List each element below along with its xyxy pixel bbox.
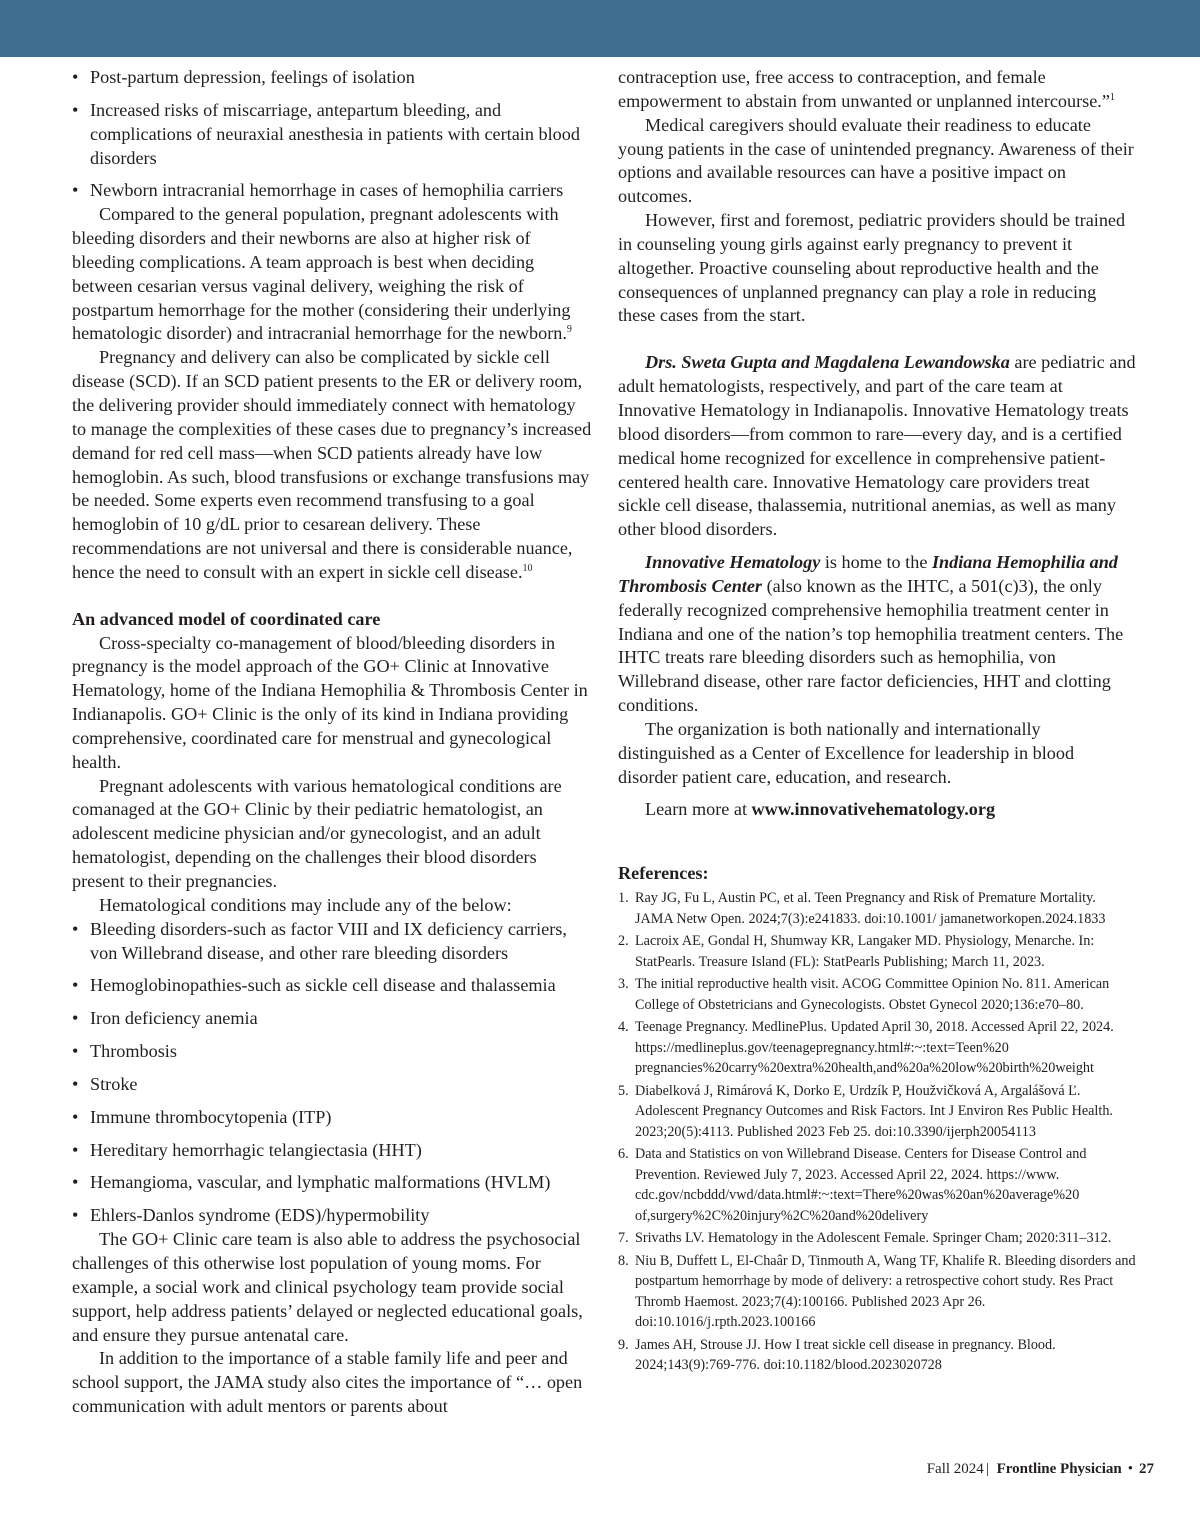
footnote-ref: 9 [566, 324, 572, 336]
right-column [618, 66, 1136, 1378]
list-item: • Newborn intracranial hemorrhage in cases of hemophilia carriers [72, 179, 592, 203]
bullet-icon: • [72, 1041, 79, 1062]
paragraph: The GO+ Clinic care team is also able to address the psychosocial challenges of this otherwise lost population of young moms. For example, a social work and clinical psychology team provide social support, help address patients’ delayed or neglected educational goals, and ensure they pursue antenatal care. [72, 1229, 583, 1345]
section-heading: An advanced model of coordinated care [72, 608, 381, 629]
org-name: Innovative Hematology [645, 552, 821, 573]
author-bio: Drs. Sweta Gupta and Magdalena Lewandowska are pediatric and adult hematologists, respectively, and part of the care team at Innovative Hematology in Indianapolis. Innovative Hematology treats blood disorders—from common to rare—every day, and is a certified medical home recognized for excellence in comprehensive patient-centered health care. Innovative Hematology care providers treat sickle cell disease, thalassemia, nutritional anemias, as well as many other blood disorders. [618, 352, 1136, 540]
bullet-icon: • [72, 1008, 79, 1029]
bullet-icon: • [1127, 1461, 1133, 1477]
list-item: • Stroke [72, 1073, 592, 1097]
list-item: • Hereditary hemorrhagic telangiectasia (HHT) [72, 1139, 592, 1163]
paragraph: Hematological conditions may include any of the below: [99, 894, 512, 915]
left-column [72, 66, 592, 1419]
bullet-icon: • [72, 1172, 79, 1193]
footnote-ref: 10 [522, 562, 533, 574]
list-item: • Bleeding disorders-such as factor VIII and IX deficiency carriers, von Willebrand disease, and other rare bleeding disorders [72, 918, 567, 963]
bullet-icon: • [72, 1139, 79, 1160]
paragraph: contraception use, free access to contraception, and female empowerment to abstain from unwanted or unplanned intercourse.”$^1$ [618, 67, 1115, 111]
center-name: Indiana Hemophilia and Thrombosis Center [618, 552, 1118, 596]
reference-item: 2. Lacroix AE, Gondal H, Shumway KR, Langaker MD. Physiology, Menarche. In: StatPearls. Treasure Island (FL): StatPearls Publishing; March 11, 2023. [618, 933, 1095, 970]
footnote-ref: 1 [1109, 91, 1115, 103]
reference-item: 5. Diabelková J, Rimárová K, Dorko E, Urdzík P, Houžvičková A, Argalášová Ľ. Adolescent Pregnancy Outcomes and Risk Factors. Int J Environ Res Public Health. 2023;20(5):4113. Published 2023 Feb 25. doi:10.3390/ijerph20054113 [618, 1082, 1113, 1140]
page-number: 27 [1139, 1461, 1154, 1477]
reference-item: 7. Srivaths LV. Hematology in the Adolescent Female. Springer Cham; 2020:311–312. [618, 1230, 1112, 1247]
list-item: • Ehlers-Danlos syndrome (EDS)/hypermobility [72, 1204, 592, 1228]
header-band [0, 0, 1200, 57]
paragraph: Compared to the general population, pregnant adolescents with bleeding disorders and their newborns are also at higher risk of bleeding complications. A team approach is best when deciding between cesarian versus vaginal delivery, weighing the risk of postpartum hemorrhage for the mother (considering their underlying hematologic disorder) and intracranial hemorrhage for the newborn.$^9$ [72, 204, 572, 344]
references-heading: References: [618, 863, 709, 884]
references-list [618, 888, 1136, 1376]
bullet-icon: • [72, 67, 79, 87]
publication-name: Frontline Physician [996, 1461, 1122, 1477]
list-item: • Post-partum depression, feelings of isolation [72, 66, 592, 90]
paragraph: Cross-specialty co-management of blood/bleeding disorders in pregnancy is the model approach of the GO+ Clinic at Innovative Hematology, home of the Indiana Hemophilia & Thrombosis Center in Indianapolis. GO+ Clinic is the only of its kind in Indiana providing comprehensive, coordinated care for menstrual and gynecological health. [72, 632, 588, 772]
reference-item: 3. The initial reproductive health visit. ACOG Committee Opinion No. 811. American College of Obstetricians and Gynecologists. Obstet Gynecol 2020;136:e70–80. [618, 976, 1110, 1013]
list-item: • Thrombosis [72, 1040, 592, 1064]
list-item: • Iron deficiency anemia [72, 1007, 592, 1031]
reference-item: 1. Ray JG, Fu L, Austin PC, et al. Teen Pregnancy and Risk of Premature Mortality. JAMA Netw Open. 2024;7(3):e241833. doi:10.1001/ jamanetworkopen.2024.1833 [618, 890, 1106, 927]
bullet-icon: • [72, 1106, 79, 1127]
paragraph: The organization is both nationally and internationally distinguished as a Center of Excellence for leadership in blood disorder patient care, education, and research. [618, 718, 1075, 787]
paragraph: Pregnancy and delivery can also be complicated by sickle cell disease (SCD). If an SCD patient presents to the ER or delivery room, the delivering provider should immediately connect with hematology to manage the complexities of these cases due to pregnancy’s increased demand for red cell mass—when SCD patients already have low hemoglobin. As such, blood transfusions or exchange transfusions may be needed. Some experts even recommend transfusing to a goal hemoglobin of 10 g/dL prior to cesarean delivery. These recommendations are not universal and there is considerable nuance, hence the need to consult with an expert in sickle cell disease.$^{10}$ [72, 347, 592, 582]
risks-list [72, 66, 592, 203]
learn-more: Learn more at www.innovativehematology.org [645, 799, 996, 820]
list-item: • Immune thrombocytopenia (ITP) [72, 1106, 592, 1130]
website-link[interactable]: www.innovativehematology.org [751, 799, 996, 820]
bullet-icon: • [72, 975, 79, 996]
bullet-icon: • [72, 1205, 79, 1226]
bullet-icon: • [72, 1073, 79, 1094]
list-item: • Hemangioma, vascular, and lymphatic malformations (HVLM) [72, 1171, 592, 1195]
paragraph: In addition to the importance of a stable family life and peer and school support, the JAMA study also cites the importance of “… open communication with adult mentors or parents about [72, 1348, 583, 1417]
issue-season: Fall 2024 [926, 1461, 984, 1477]
reference-item: 9. James AH, Strouse JJ. How I treat sickle cell disease in pregnancy. Blood. 2024;143(9):769-776. doi:10.1182/blood.2023020728 [618, 1336, 1056, 1374]
list-item: • Increased risks of miscarriage, antepartum bleeding, and complications of neuraxial anesthesia in patients with certain blood disorders [72, 99, 580, 168]
reference-item: 6. Data and Statistics on von Willebrand Disease. Centers for Disease Control and Prevention. Reviewed July 7, 2023. Accessed April 22, 2024. https://www. cdc.gov/ncbddd/vwd/data.html#:~:text=There%20was%20an%20average%20 of,surgery%2C%20injury%2C%20and%20delivery [618, 1146, 1087, 1224]
author-names: Drs. Sweta Gupta and Magdalena Lewandowska [645, 352, 1010, 373]
bullet-icon: • [72, 99, 79, 120]
list-item: • Hemoglobinopathies-such as sickle cell disease and thalassemia [72, 974, 592, 998]
page-footer [927, 1461, 1154, 1478]
paragraph: However, first and foremost, pediatric providers should be trained in counseling young girls against early pregnancy to prevent it altogether. Proactive counseling about reproductive health and the consequences of unplanned pregnancy can play a role in reducing these cases from the start. [618, 210, 1126, 326]
bullet-icon: • [72, 918, 79, 939]
organization-paragraph: Innovative Hematology is home to the Indiana Hemophilia and Thrombosis Center (also known as the IHTC, a 501(c)3), the only federally recognized comprehensive hemophilia treatment center in Indiana and one of the nation’s top hemophilia treatment centers. The IHTC treats rare bleeding disorders such as hemophilia, von Willebrand disease, other rare factor deficiencies, HHT and clotting conditions. [618, 552, 1124, 716]
reference-item: 8. Niu B, Duffett L, El-Chaâr D, Tinmouth A, Wang TF, Khalife R. Bleeding disorders and postpartum hemorrhage by mode of delivery: a retrospective cohort study. Res Pract Thromb Haemost. 2023;7(4):100166. Published 2023 Apr 26. doi:10.1016/j.rpth.2023.100166 [618, 1252, 1136, 1331]
bullet-icon: • [72, 180, 79, 201]
reference-item: 4. Teenage Pregnancy. MedlinePlus. Updated April 30, 2018. Accessed April 22, 2024. https://medlineplus.gov/teenagepregnancy.html#:~:text=Teen%20 pregnancies%20carry%20extra%20health,and%20a%20low%20birth%20weight [618, 1019, 1114, 1077]
paragraph: Medical caregivers should evaluate their readiness to educate young patients in the case of unintended pregnancy. Awareness of their options and available resources can have a positive impact on outcomes. [618, 114, 1134, 207]
paragraph: Pregnant adolescents with various hematological conditions are comanaged at the GO+ Clinic by their pediatric hematologist, an adolescent medicine physician and/or gynecologist, and an adult hematologist, depending on the challenges their blood disorders present to their pregnancies. [72, 775, 562, 891]
footer-separator: | [985, 1461, 989, 1477]
conditions-list [72, 918, 592, 1228]
